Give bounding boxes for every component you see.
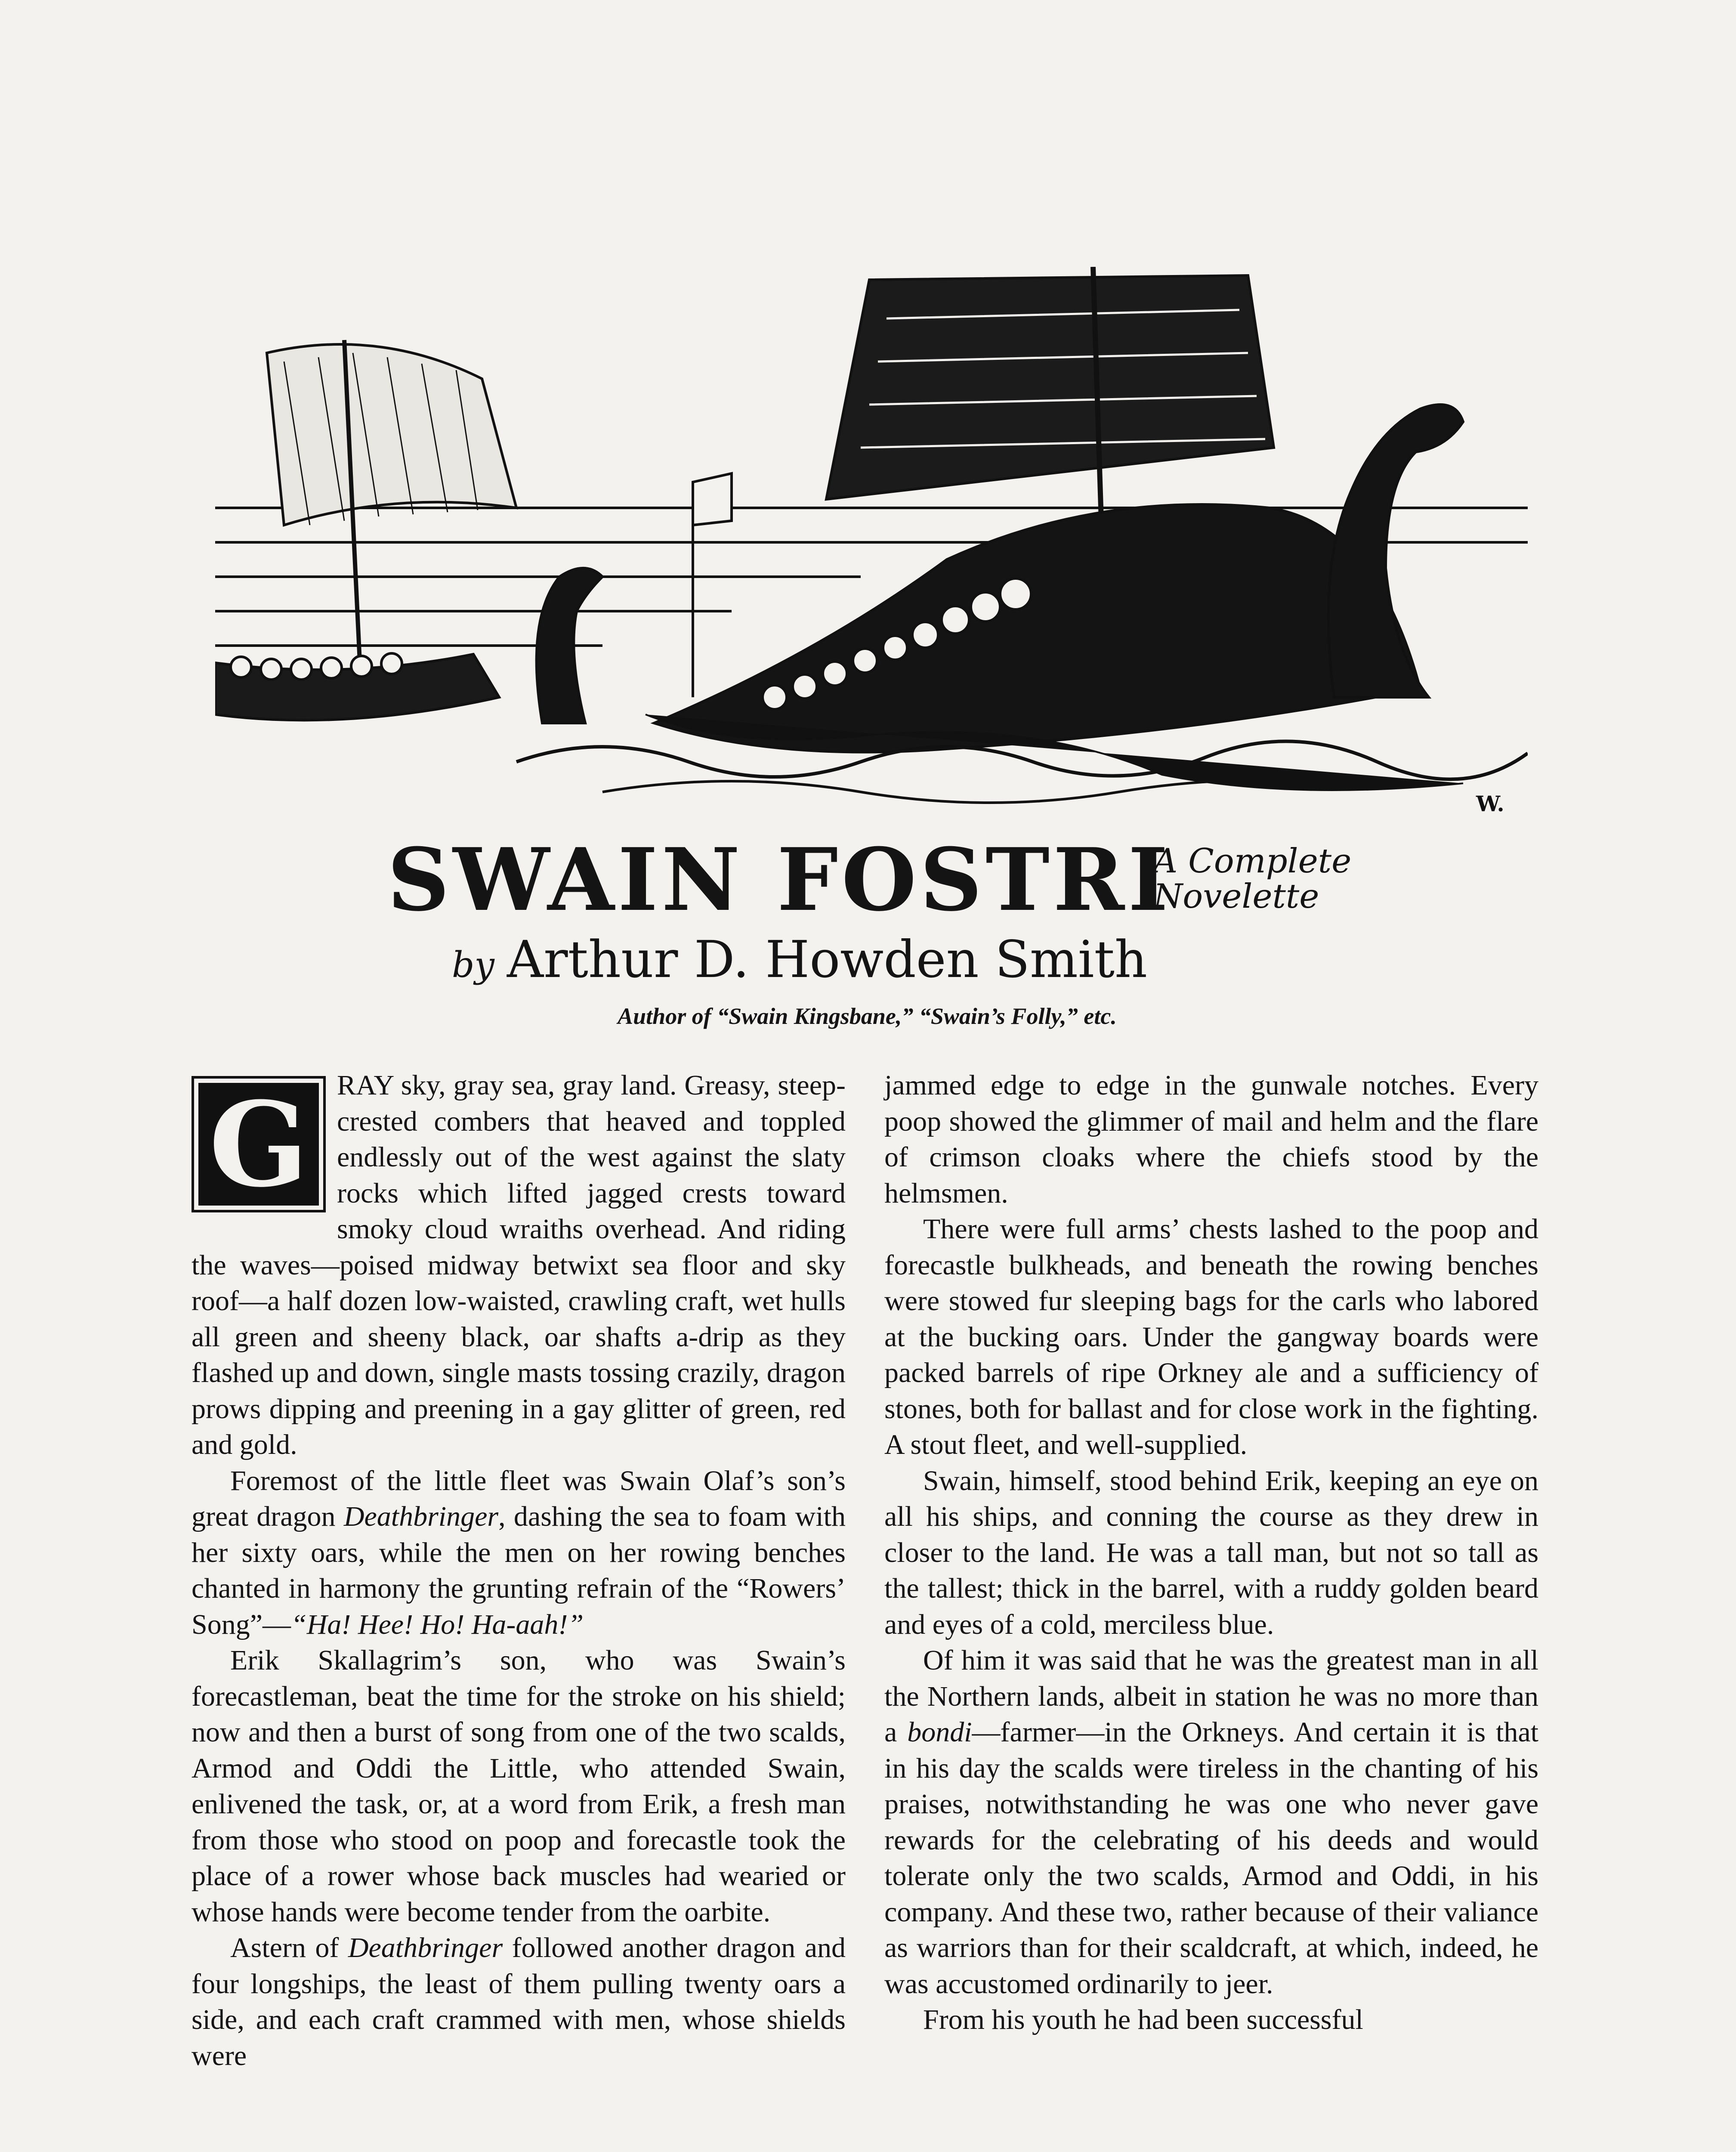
paragraph: Swain, himself, stood behind Erik, keeping an eye on all his ships, and conning the course as they drew in closer to the land. He was a tall man, but not so tall as the tallest; thick in the barrel, with a ruddy golden beard and eyes of a cold, merciless blue. — [884, 1465, 1538, 1640]
paragraph-text: Foremost of the little fleet was Swain Olaf’s son’s great dragon — [192, 1465, 846, 1532]
story-title: SWAIN FOSTRI — [387, 829, 1172, 931]
paragraph-text: RAY sky, gray sea, gray land. Greasy, steep-crested combers that heaved and toppled endlessly out of the west against the slaty rocks which lifted jagged crests toward smoky cloud wraiths overhead. And riding the waves—poised midway betwixt sea floor and sky roof—a half dozen low-waisted, crawling craft, wet hulls all green and sheeny black, oar shafts a-drip as they flashed up and down, single masts tossing crazily, dragon prows dipping and preening in a gay glitter of green, red and gold. — [192, 1070, 846, 1460]
body-column-left — [192, 1067, 846, 2074]
paragraph — [884, 1642, 1538, 2002]
body-column-right — [884, 1067, 1538, 2038]
byline — [452, 930, 1313, 990]
viking-ships-illustration — [215, 267, 1528, 818]
paragraph: There were full arms’ chests lashed to the poop and forecastle bulkheads, and beneath the rowing benches were stowed fur sleeping bags for the carls who labored at the bucking oars. Under the gangway boards were packed barrels of ripe Orkney ale and a sufficiency of stones, both for ballast and for close work in the fighting. A stout fleet, and well-supplied. — [884, 1213, 1538, 1460]
story-subtitle — [1153, 844, 1351, 914]
byline-by: by — [452, 945, 494, 986]
italic-word: bondi — [907, 1716, 972, 1748]
drop-cap: G — [192, 1076, 326, 1212]
artist-signature: W. — [1476, 791, 1504, 816]
ship-name: Deathbringer — [348, 1932, 503, 1963]
title-block — [387, 831, 1377, 943]
paragraph-text: Of him it was said that he was the greatest man in all the Northern lands, albeit in station he was no more than a — [884, 1645, 1538, 1748]
subtitle-line-2: Novelette — [1153, 877, 1319, 916]
subtitle-line-1: A Complete — [1153, 842, 1352, 881]
ship-name: Deathbringer — [343, 1501, 499, 1532]
paragraph-text: Astern of — [230, 1932, 348, 1963]
song-refrain: “Ha! Hee! Ho! Ha-aah!” — [291, 1608, 584, 1640]
author-name: Arthur D. Howden Smith — [507, 930, 1148, 989]
paragraph-text: , dashing the sea to foam with her sixty oars, while the men on her rowing benches chanted in harmony the grunting refrain of the “Rowers’ Song”— — [192, 1501, 846, 1640]
paragraph-text: followed another dragon and four longships, the least of them pulling twenty oars a side, and each craft crammed with men, whose shields were — [192, 1932, 846, 2072]
paragraph — [192, 1930, 846, 2074]
paragraph — [192, 1067, 846, 1463]
paragraph: From his youth he had been successful — [923, 2004, 1363, 2035]
paragraph — [192, 1463, 846, 1643]
paragraph: jammed edge to edge in the gunwale notches. Every poop showed the glimmer of mail and helm and the flare of crimson cloaks where the chiefs stood by the helmsmen. — [884, 1070, 1538, 1209]
paragraph-text: —farmer—in the Orkneys. And certain it is that in his day the scalds were tireless in the chanting of his praises, notwithstanding he was one who never gave rewards for the celebrating of his deeds and would tolerate only the two scalds, Armod and Oddi, in his company. And these two, rather because of their valiance as warriors than for their scaldcraft, at which, indeed, he was accustomed ordinarily to jeer. — [884, 1716, 1539, 2000]
author-credits: Author of “Swain Kingsbane,” “Swain’s Folly,” etc. — [618, 1003, 1117, 1029]
paragraph: Erik Skallagrim’s son, who was Swain’s forecastleman, beat the time for the stroke on his shield; now and then a burst of song from one of the two scalds, Armod and Oddi the Little, who attended Swain, enlivened the task, or, at a word from Erik, a fresh man from those who stood on poop and forecastle took the place of a rower whose back muscles had wearied or whose hands were become tender from the oarbite. — [192, 1645, 846, 1928]
